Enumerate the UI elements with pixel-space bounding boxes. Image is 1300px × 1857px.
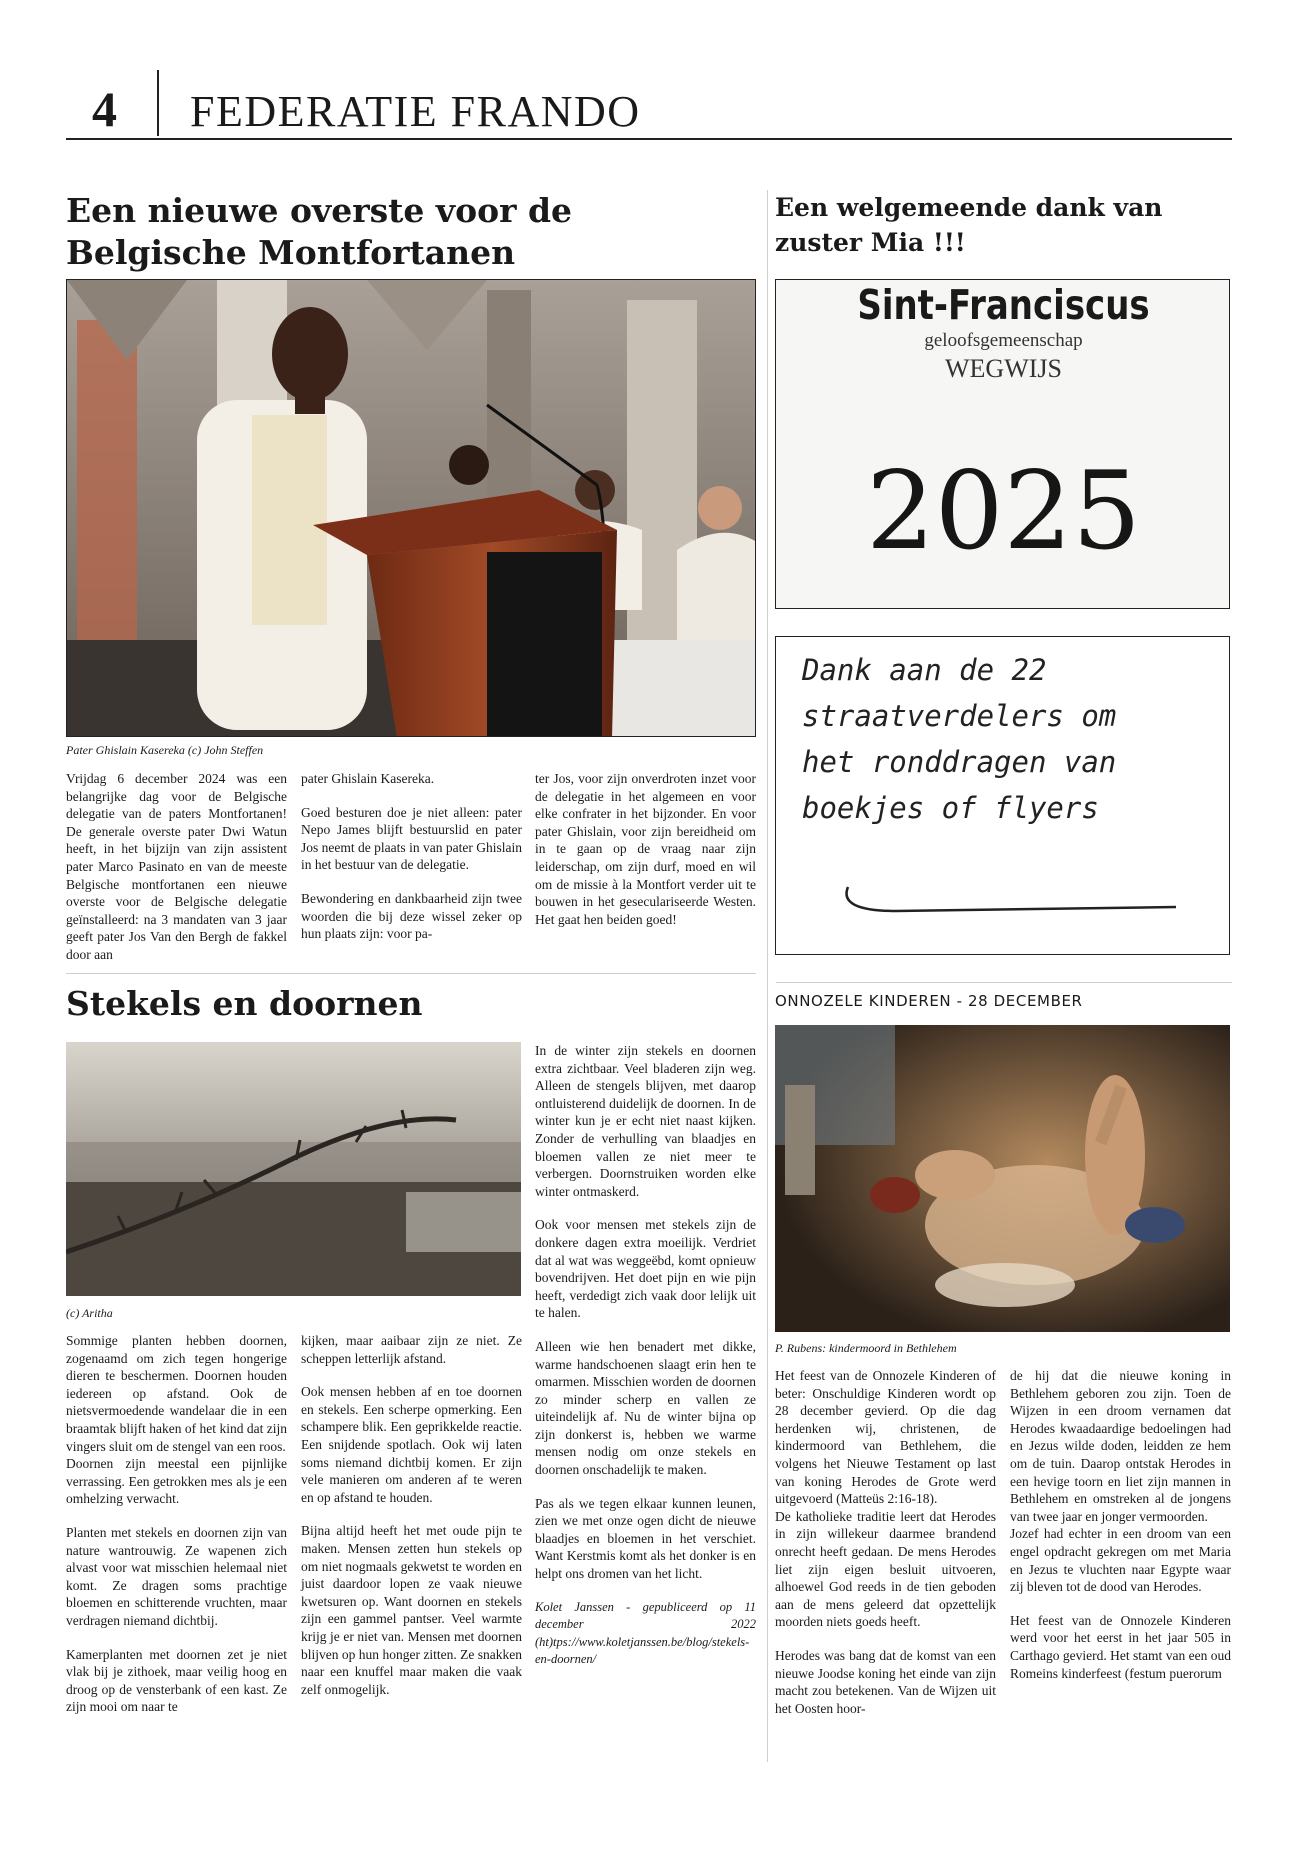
article1-paragraph: ter Jos, voor zijn onverdroten inzet voor de delegatie in het algemeen en voor elke confrater in het bijzonder. En voor pater Ghislain, voor zijn bereidheid om in te gaan op de vraag naar zijn leiderschap, om zijn durf, moed en wil om de missie à la Montfort verder uit te bouwen in het geseculariseerde Westen. Het gaat hen beiden goed! [535, 771, 756, 927]
article3-column-1 [775, 1367, 996, 1717]
handwritten-note [775, 636, 1230, 955]
handwritten-line: boekjes of flyers [802, 791, 1099, 825]
article2-paragraph: Doornen zijn meestal een pijnlijke verrassing. Een getrokken mes als je een omhelzing verwacht. [66, 1456, 287, 1507]
article1-column-3 [535, 770, 756, 928]
rubens-painting-photo [775, 1025, 1230, 1332]
article2-column-3 [535, 1042, 756, 1669]
article2-credit: Kolet Janssen - gepubliceerd op 11 december 2022 (ht)tps://www.koletjanssen.be/blog/stekels-en-doornen/ [535, 1599, 756, 1667]
article2-paragraph: Kamerplanten met doornen zet je niet vlak bij je zithoek, maar veilig hoog en droog op de vensterbank of een kast. Ze zijn mooi om naar te [66, 1646, 287, 1715]
article1-column-2 [301, 770, 522, 943]
article2-paragraph: In de winter zijn stekels en doornen extra zichtbaar. Veel bladeren zijn weg. Alleen de stengels blijven, met daarop ontluisterend duidelijk de doornen. In de winter kun je er echt niet naast kijken. Zonder de verhulling van blaadjes en bloemen vallen ze niet meer te verbergen. Doornstruiken worden elke winter ontmaskerd. [535, 1043, 756, 1199]
thorn-branch-photo [66, 1042, 521, 1296]
article3-paragraph: de hij dat die nieuwe koning in Bethlehem geboren zou zijn. Toen de Wijzen in een droom vernamen dat Herodes kwaadaardige bedoelingen had en Jezus wilde doden, leidden ze hem om de tuin. Daarop ontstak Herodes in een hevige toorn en liet zijn mannen in Bethlehem en omstreken al de jongens van twee jaar en jonger vermoorden. [1010, 1368, 1231, 1524]
article3-kicker: ONNOZELE KINDEREN - 28 DECEMBER [775, 992, 1083, 1010]
page-number: 4 [92, 81, 117, 137]
article2-paragraph: kijken, maar aaibaar zijn ze niet. Ze scheppen letterlijk afstand. [301, 1333, 522, 1366]
signature-stroke [836, 867, 1196, 927]
article3-paragraph: Herodes was bang dat de komst van een nieuwe Joodse koning het einde van zijn macht zou betekenen. Van de Wijzen uit het Oosten hoor- [775, 1647, 996, 1716]
article2-headline: Stekels en doornen [66, 984, 423, 1023]
article2-column-2 [301, 1332, 522, 1698]
section-separator-left [66, 973, 756, 974]
sidebar-headline: Een welgemeende dank van zuster Mia !!! [775, 193, 1163, 257]
article1-paragraph: Bewondering en dankbaarheid zijn twee woorden die bij deze wissel zeker op hun plaats zijn: voor pa- [301, 890, 522, 942]
priest-at-lectern-image [67, 280, 756, 737]
wegwijs-cover [775, 279, 1230, 609]
cover-title: Sint-Franciscus [857, 282, 1150, 330]
article1-paragraph: pater Ghislain Kasereka. [301, 771, 435, 786]
cover-name: WEGWIJS [945, 354, 1062, 383]
article2-photo-caption: (c) Aritha [66, 1306, 113, 1320]
article1-paragraph: Goed besturen doe je niet alleen: pater Nepo James blijft bestuurslid en pater Jos neemt de plaats in van pater Ghislain in het bestuur van de delegatie. [301, 804, 522, 873]
article3-photo-caption: P. Rubens: kindermoord in Bethlehem [775, 1341, 957, 1355]
article2-paragraph: Ook mensen hebben af en toe doornen en stekels. Een scherpe opmerking. Een schampere blik. Een geprikkelde reactie. Een snijdende spotlach. Ook wij laten soms niemand dichtbij komen. Er zijn vele manieren om anderen af te weren en op afstand te houden. [301, 1384, 522, 1505]
handwritten-line: het ronddragen van [802, 745, 1117, 779]
article2-paragraph: Pas als we tegen elkaar kunnen leunen, zien we met onze ogen dicht de nieuwe blaadjes en bloemen in het verschiet. Want Kerstmis komt als het donker is en helpt ons dromen van het licht. [535, 1495, 756, 1582]
article1-photo [66, 279, 756, 737]
article1-column-1 [66, 770, 287, 964]
article2-paragraph: Alleen wie hen benadert met dikke, warme handschoenen slaagt erin hen te omarmen. Misschien worden de doornen zo minder scherp en vallen ze uiteindelijk af. Nu de winter bijna op zijn donkerst is, hebben we warme mensen nodig om onze stekels en doornen onschadelijk te maken. [535, 1338, 756, 1478]
article2-paragraph: Sommige planten hebben doornen, zogenaamd om zich tegen hongerige dieren te beschermen. Doornen houden iedereen op afstand. Ook de nietsvermoedende wandelaar die in een braamtak blijft haken of het kind dat zijn vingers sluit om de stengel van een roos. [66, 1333, 287, 1454]
column-separator [767, 190, 768, 1762]
article2-paragraph: Planten met stekels en doornen zijn van nature wantrouwig. Ze wapenen zich alvast voor wat misschien helemaal niet komt. Ze dragen soms prachtige bloemen en schitterende vruchten, maar verdragen niemand dichtbij. [66, 1524, 287, 1628]
article3-paragraph: Het feest van de Onnozele Kinderen werd voor het eerst in het jaar 505 in Carthago gevierd. Het stamt van een oud Romeins kinderfeest (festum puerorum [1010, 1612, 1231, 1681]
handwritten-line: Dank aan de 22 [802, 653, 1047, 687]
article2-column-1 [66, 1332, 287, 1716]
article1-headline: Een nieuwe overste voor de Belgische Montfortanen [66, 191, 573, 272]
masthead-divider [157, 70, 159, 136]
article1-paragraph: Vrijdag 6 december 2024 was een belangrijke dag voor de Belgische delegatie van de paters Montfortanen! De generale overste pater Dwi Watun heeft, in het bijzijn van zijn assistent pater Marco Pasinato en van de meeste Belgische montfortanen een nieuwe overste voor de Belgische delegatie geïnstalleerd: na 3 mandaten van 3 jaar geeft pater Jos Van den Bergh de fakkel door aan [66, 771, 287, 962]
handwritten-lines [802, 647, 1222, 831]
article2-paragraph: Ook voor mensen met stekels zijn de donkere dagen extra moeilijk. Verdriet dat al wat was weggeëbd, komt opnieuw bovendrijven. Het doet pijn en wie pijn heeft, verdedigt zich vaak door lelijk uit te halen. [535, 1217, 756, 1321]
section-separator-right [776, 982, 1232, 983]
article1-photo-caption: Pater Ghislain Kasereka (c) John Steffen [66, 743, 264, 757]
cover-year: 2025 [866, 449, 1141, 574]
article3-column-2 [1010, 1367, 1231, 1682]
article3-paragraph: De katholieke traditie leert dat Herodes in zijn willekeur daarmee brandend onrecht heeft gedaan. De mens Herodes liet zijn eigen besluit uitvoeren, alhoewel God reeds in de tien geboden aan de mens geleerd dat opzettelijk moorden niets goeds heeft. [775, 1508, 996, 1630]
rubens-painting-image [775, 1025, 1230, 1332]
article3-paragraph: Het feest van de Onnozele Kinderen of beter: Onschuldige Kinderen wordt op 28 december gevierd. Op die dag herdenken wij, christenen, de kindermoord van Bethlehem, die volgens het Nieuwe Testament op last van koning Herodes de Grote werd uitgevoerd (Matteüs 2:16-18). [775, 1368, 996, 1507]
cover-subtitle: geloofsgemeenschap [924, 330, 1083, 351]
article2-paragraph: Bijna altijd heeft het met oude pijn te maken. Mensen zetten hun stekels op om niet nogmaals gekwetst te worden en juist daardoor lopen ze vaak nieuwe kwetsuren op. Want doornen en stekels zijn een gammel pantser. Veel warmte krijg je er niet van. Mensen met doornen blijven op hun honger zitten. Ze snakken naar een knuffel maar maken die vaak zelf onmogelijk. [301, 1523, 522, 1697]
masthead-rule [66, 138, 1232, 140]
thorn-branch-image [66, 1042, 521, 1296]
handwritten-line: straatverdelers om [802, 699, 1117, 733]
publication-title: FEDERATIE FRANDO [190, 87, 641, 136]
article3-paragraph: Jozef had echter in een droom van een engel opdracht gekregen om met Maria en Jezus te vluchten naar Egypte waar zij bleven tot de dood van Herodes. [1010, 1526, 1231, 1595]
